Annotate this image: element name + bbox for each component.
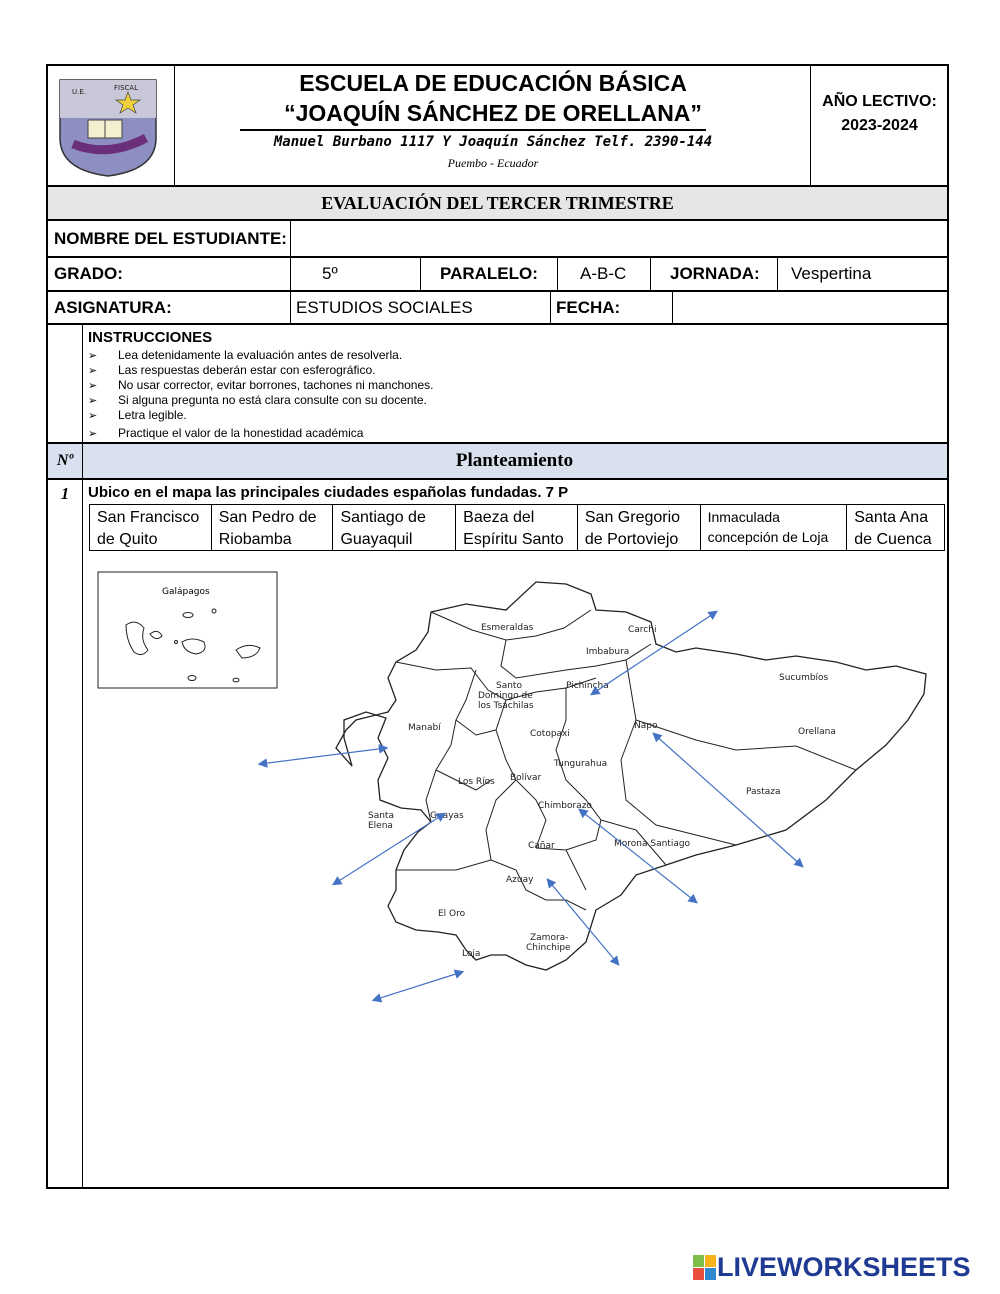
liveworksheets-logo	[693, 1252, 971, 1283]
ecuador-outline	[336, 582, 926, 970]
liveworksheets-logo-icon	[693, 1255, 717, 1281]
subject-row	[48, 292, 947, 325]
school-address: Manuel Burbano 1117 Y Joaquín Sánchez Telf. 2390-144	[273, 134, 713, 150]
school-year	[812, 90, 947, 138]
exam-sheet	[46, 64, 949, 1189]
province-label: Imbabura	[586, 647, 630, 657]
shift-label: JORNADA:	[670, 264, 760, 283]
instructions-box	[48, 325, 947, 444]
city-cell[interactable]: San Gregorio de Portoviejo	[578, 505, 701, 550]
parallel-value: A-B-C	[580, 264, 627, 283]
province-label: Sucumbíos	[779, 673, 829, 683]
school-place: Puembo - Ecuador	[447, 156, 539, 170]
province-label: Guayas	[430, 811, 464, 821]
city-cell[interactable]: Santa Ana de Cuenca	[854, 509, 932, 548]
province-label: Elena	[368, 821, 393, 831]
province-label: Loja	[462, 949, 481, 959]
instruction-item: ➢ Si alguna pregunta no está clara consulte con su docente.	[88, 393, 434, 408]
school-logo-icon	[58, 78, 158, 178]
shift-value: Vespertina	[791, 264, 872, 283]
city-cell[interactable]: San Francisco de Quito	[90, 505, 212, 550]
city-cell[interactable]: San Pedro de Riobamba	[212, 505, 334, 550]
date-label: FECHA:	[556, 297, 621, 317]
province-label: Tungurahua	[554, 759, 608, 769]
province-label: Morona Santiago	[614, 839, 691, 849]
student-row	[48, 221, 947, 258]
grade-label: GRADO:	[54, 264, 123, 283]
subject-value: ESTUDIOS SOCIALES	[296, 297, 473, 317]
cities-table	[89, 504, 945, 551]
logo-lettering: U.E.	[72, 88, 86, 96]
subject-label: ASIGNATURA:	[54, 297, 172, 317]
arrow	[260, 748, 386, 764]
questions-header	[48, 444, 947, 480]
grade-value: 5º	[322, 264, 338, 283]
liveworksheets-brand: LIVEWORKSHEETS	[717, 1252, 971, 1282]
province-label: Zamora-	[530, 933, 569, 943]
province-label: Manabí	[408, 723, 441, 733]
galapagos-label: Galápagos	[162, 587, 210, 597]
header-row	[48, 66, 947, 187]
province-label: Chimborazo	[538, 801, 592, 811]
city-cell[interactable]: Santiago de Guayaquil	[333, 505, 456, 550]
city-cell[interactable]: Baeza del Espíritu Santo	[456, 505, 578, 550]
province-label: los Tsáchilas	[478, 701, 534, 711]
svg-text:FISCAL: FISCAL	[114, 84, 139, 92]
city-cell[interactable]: Inmaculada concepción de Loja	[701, 505, 848, 550]
province-label: Bolívar	[510, 773, 542, 783]
student-name-field[interactable]	[290, 221, 947, 256]
province-label: Cotopaxi	[530, 729, 570, 739]
province-label: Domingo de	[478, 691, 533, 701]
province-label: Orellana	[798, 727, 836, 737]
instruction-item: ➢ Lea detenidamente la evaluación antes de resolverla.	[88, 348, 434, 363]
province-label: Esmeraldas	[481, 623, 534, 633]
province-label: Carchi	[628, 625, 657, 635]
province-label: El Oro	[438, 909, 466, 919]
question-text: Ubico en el mapa las principales ciudades españolas fundadas. 7 P	[88, 484, 569, 501]
province-label: Chinchipe	[526, 943, 571, 953]
arrow	[374, 972, 462, 1000]
school-name-line2: “JOAQUÍN SÁNCHEZ DE ORELLANA”	[284, 100, 702, 126]
instruction-item: ➢ Las respuestas deberán estar con esferográfico.	[88, 363, 434, 378]
province-label: Napo	[634, 721, 658, 731]
ecuador-map	[96, 570, 946, 1010]
instructions-title: INSTRUCCIONES	[88, 329, 213, 346]
year-value: 2023-2024	[841, 117, 918, 134]
instructions-list	[88, 348, 434, 441]
province-label: Pastaza	[746, 787, 781, 797]
province-label: Santo	[496, 681, 522, 691]
province-label: Los Ríos	[458, 777, 495, 787]
province-label: Pichincha	[566, 681, 609, 691]
instruction-item: ➢ Practique el valor de la honestidad académica	[88, 426, 434, 441]
instruction-item: ➢ No usar corrector, evitar borrones, tachones ni manchones.	[88, 378, 434, 393]
province-label: Santa	[368, 811, 394, 821]
parallel-label: PARALELO:	[440, 264, 538, 283]
province-label: Azuay	[506, 875, 534, 885]
question-number: 1	[60, 484, 70, 503]
number-column-label: Nº	[56, 452, 74, 469]
school-name-line1: ESCUELA DE EDUCACIÓN BÁSICA	[299, 70, 687, 96]
date-field[interactable]	[672, 292, 947, 323]
instruction-item: ➢ Letra legible.	[88, 408, 434, 423]
province-label: Cañar	[528, 841, 555, 851]
student-label: NOMBRE DEL ESTUDIANTE:	[54, 228, 287, 248]
year-label: AÑO LECTIVO:	[822, 93, 937, 110]
exam-title: EVALUACIÓN DEL TERCER TRIMESTRE	[48, 187, 947, 221]
question-1	[48, 480, 947, 1187]
planteamiento-label: Planteamiento	[455, 450, 574, 471]
grade-row	[48, 258, 947, 292]
